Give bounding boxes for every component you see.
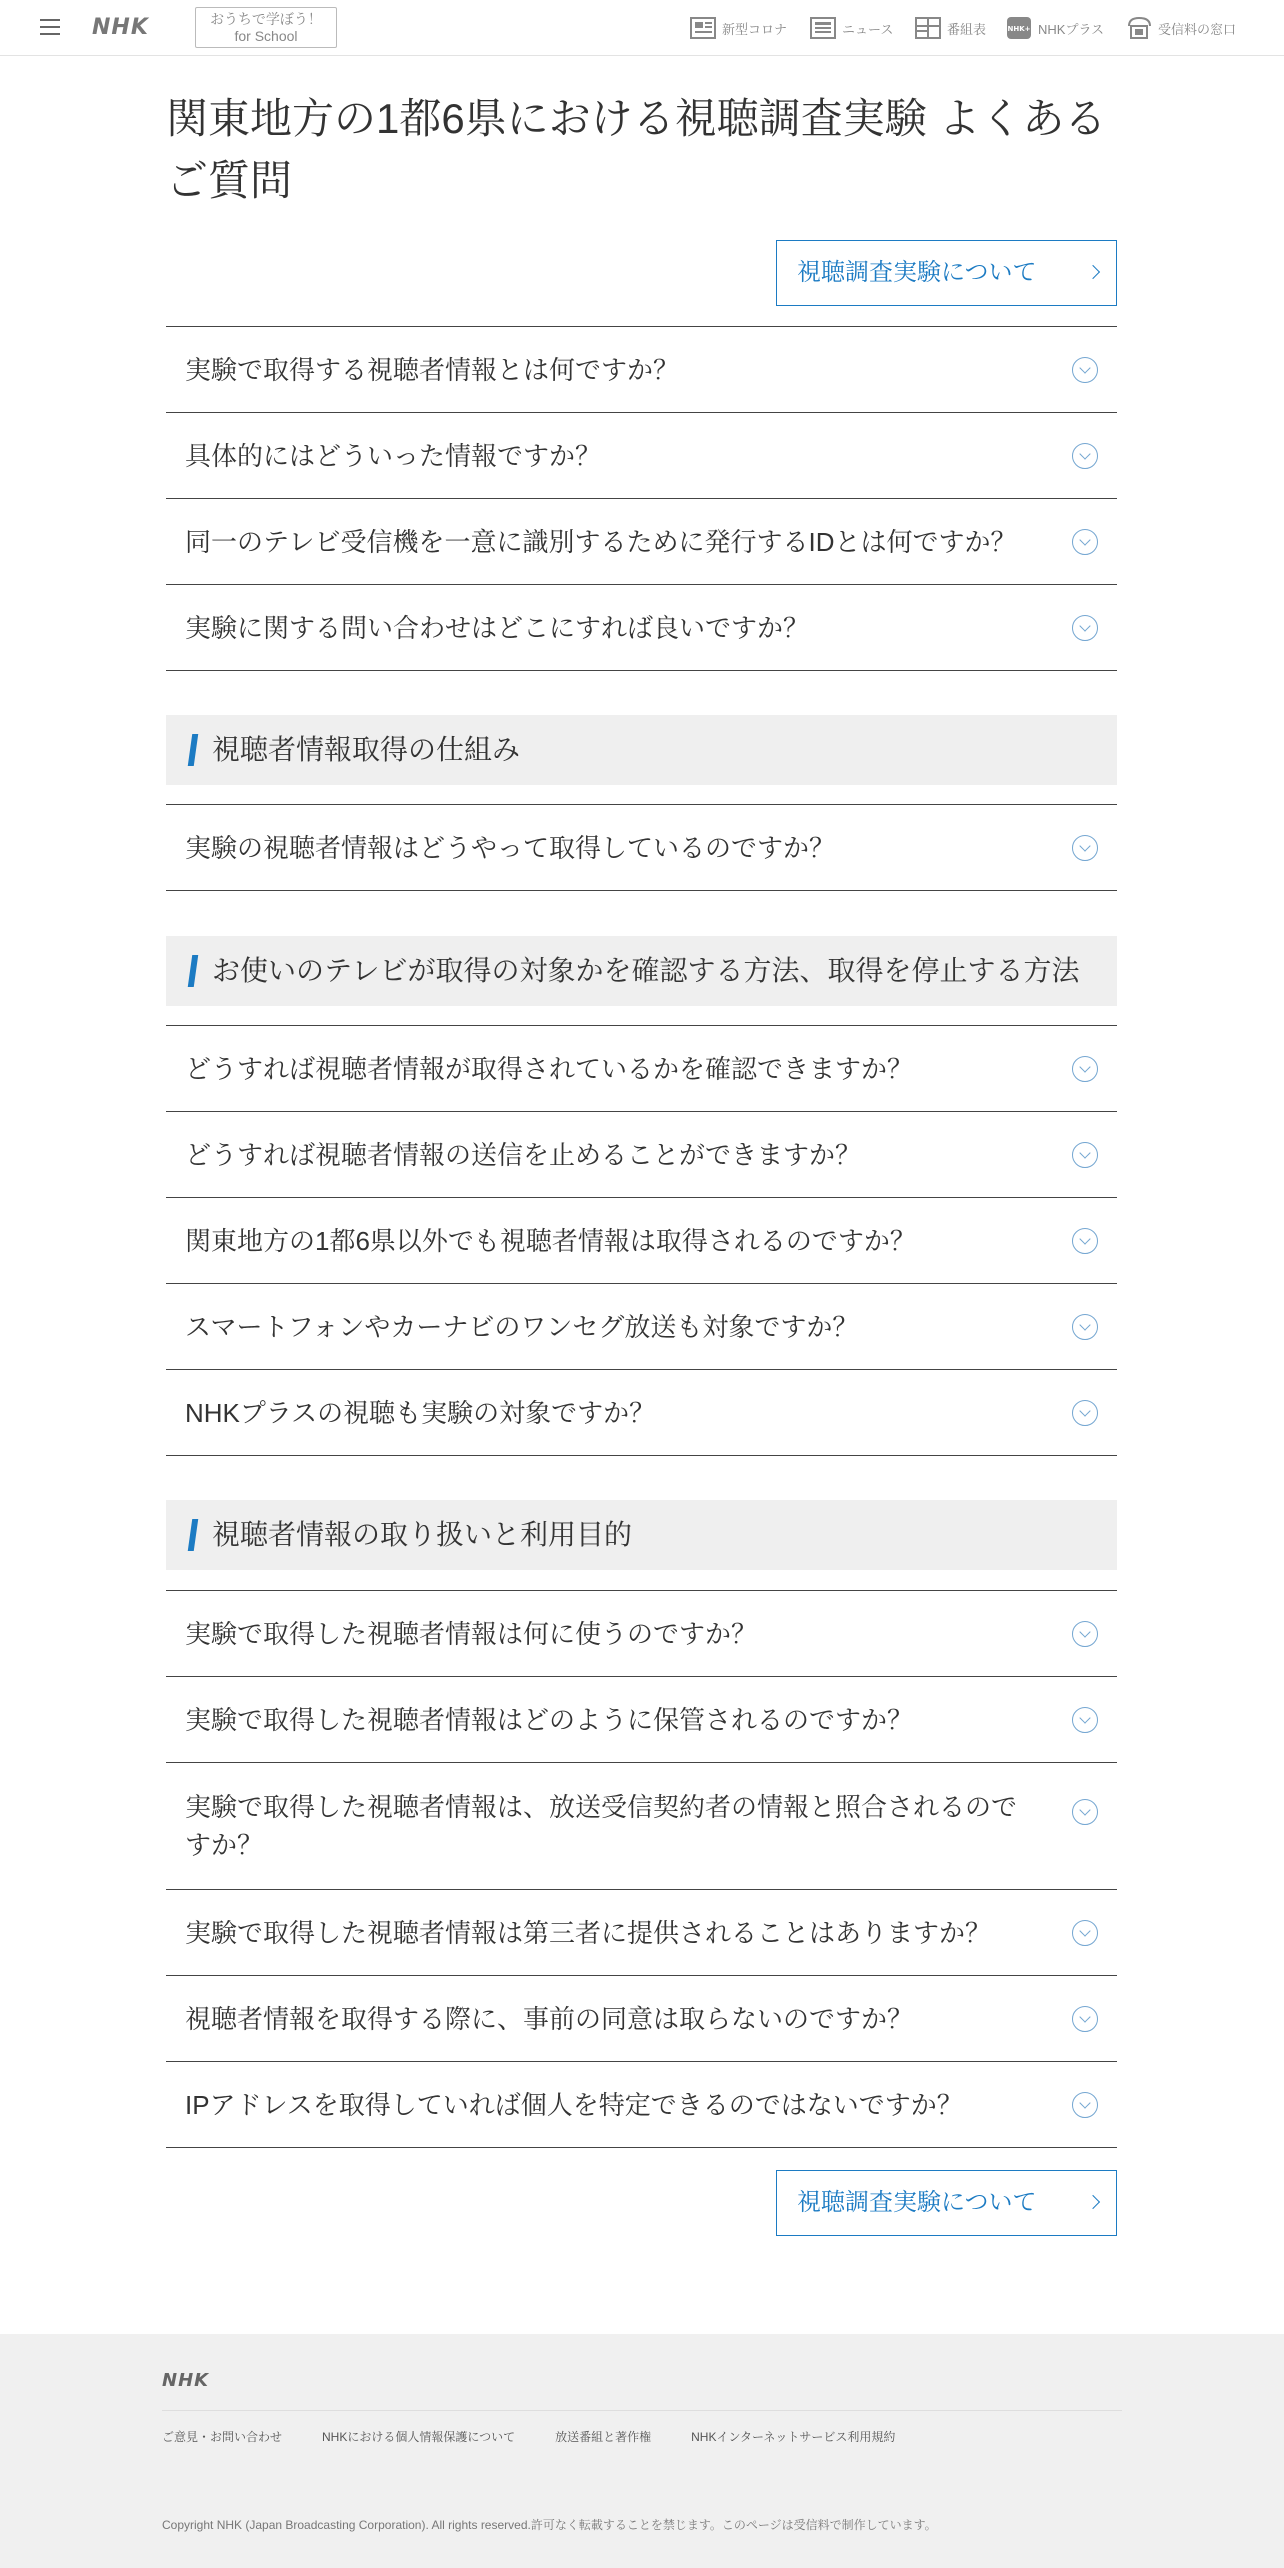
faq-question: 関東地方の1都6県以外でも視聴者情報は取得されるのですか？ xyxy=(185,1225,916,1256)
faq-question: どうすれば視聴者情報が取得されているかを確認できますか？ xyxy=(185,1053,914,1084)
faq-item[interactable] xyxy=(166,1976,1117,2062)
copyright-text: Copyright NHK (Japan Broadcasting Corporation). All rights reserved.許可なく転載することを禁じます。このページは受信料で制作しています。 xyxy=(162,2518,937,2532)
nhk-logo[interactable]: NHK xyxy=(92,15,149,40)
chevron-down-icon xyxy=(1072,1056,1098,1082)
faq-question: 視聴者情報を取得する際に、事前の同意は取らないのですか？ xyxy=(185,2003,914,2034)
footer-link-privacy[interactable]: NHKにおける個人情報保護について xyxy=(322,2430,516,2444)
faq-item[interactable] xyxy=(166,413,1117,499)
faq-item[interactable] xyxy=(166,1198,1117,1284)
corona-news-icon xyxy=(690,16,718,40)
chevron-down-icon xyxy=(1072,1920,1098,1946)
faq-list-usage xyxy=(166,1590,1117,2148)
site-header xyxy=(0,0,1284,56)
section-heading-text: 視聴者情報取得の仕組み xyxy=(212,734,521,765)
chevron-down-icon xyxy=(1072,357,1098,383)
faq-question: スマートフォンやカーナビのワンセグ放送も対象ですか？ xyxy=(185,1311,859,1342)
chevron-down-icon xyxy=(1072,835,1098,861)
page-title: 関東地方の1都6県における視聴調査実験 よくあるご質問 xyxy=(166,95,1107,204)
faq-question: どうすれば視聴者情報の送信を止めることができますか？ xyxy=(185,1139,862,1170)
faq-list-general xyxy=(166,326,1117,671)
footer-links xyxy=(162,2428,935,2445)
heading-accent-bar xyxy=(188,734,198,766)
chevron-down-icon xyxy=(1072,1799,1098,1825)
footer-divider xyxy=(162,2410,1122,2411)
nav-program-guide-label: 番組表 xyxy=(947,21,987,37)
news-icon xyxy=(810,16,838,40)
chevron-down-icon xyxy=(1072,443,1098,469)
chevron-down-icon xyxy=(1072,1400,1098,1426)
faq-question: 実験に関する問い合わせはどこにすれば良いですか？ xyxy=(185,612,810,643)
reception-fee-icon xyxy=(1126,16,1154,40)
faq-item[interactable] xyxy=(166,2062,1117,2148)
about-experiment-label: 視聴調査実験について xyxy=(797,2189,1037,2216)
footer-link-contact[interactable]: ご意見・お問い合わせ xyxy=(162,2430,283,2444)
nav-corona-label: 新型コロナ xyxy=(722,21,788,37)
faq-item[interactable] xyxy=(166,1370,1117,1456)
chevron-down-icon xyxy=(1072,1707,1098,1733)
about-experiment-button-bottom[interactable] xyxy=(776,2170,1117,2236)
faq-question: 実験で取得した視聴者情報は第三者に提供されることはありますか？ xyxy=(185,1917,992,1948)
nav-corona[interactable] xyxy=(690,14,787,42)
svg-text:NHK+: NHK+ xyxy=(1007,25,1031,33)
faq-question: IPアドレスを取得していれば個人を特定できるのではないですか？ xyxy=(185,2089,963,2120)
chevron-down-icon xyxy=(1072,615,1098,641)
nav-nhk-plus-label: NHKプラス xyxy=(1038,21,1105,37)
section-heading-text: お使いのテレビが取得の対象かを確認する方法、取得を停止する方法 xyxy=(212,955,1080,986)
faq-item[interactable] xyxy=(166,1763,1117,1890)
for-school-button[interactable] xyxy=(195,7,337,48)
section-heading-mechanism xyxy=(166,715,1117,785)
faq-question: 実験で取得した視聴者情報は何に使うのですか？ xyxy=(185,1618,758,1649)
chevron-down-icon xyxy=(1072,2006,1098,2032)
faq-list-mechanism xyxy=(166,804,1117,891)
footer-link-terms[interactable]: NHKインターネットサービス利用規約 xyxy=(691,2430,896,2444)
faq-item[interactable] xyxy=(166,585,1117,671)
footer-link-copyright[interactable]: 放送番組と著作権 xyxy=(555,2430,652,2444)
heading-accent-bar xyxy=(188,1519,198,1551)
faq-item[interactable] xyxy=(166,499,1117,585)
heading-accent-bar xyxy=(188,955,198,987)
for-school-label-jp: おうちで学ぼう！ xyxy=(210,11,322,27)
nav-reception-fee[interactable] xyxy=(1126,14,1236,42)
nhk-plus-icon xyxy=(1006,16,1034,40)
menu-icon[interactable] xyxy=(38,14,64,40)
faq-item[interactable] xyxy=(166,327,1117,413)
chevron-down-icon xyxy=(1072,1621,1098,1647)
nav-news[interactable] xyxy=(810,14,893,42)
chevron-down-icon xyxy=(1072,1228,1098,1254)
nav-nhk-plus[interactable] xyxy=(1006,14,1104,42)
chevron-right-icon xyxy=(1086,2195,1100,2209)
about-experiment-label: 視聴調査実験について xyxy=(797,259,1037,286)
chevron-down-icon xyxy=(1072,529,1098,555)
chevron-down-icon xyxy=(1072,2092,1098,2118)
faq-question: 同一のテレビ受信機を一意に識別するために発行するIDとは何ですか？ xyxy=(185,526,1017,557)
faq-item[interactable] xyxy=(166,1890,1117,1976)
nav-news-label: ニュース xyxy=(842,21,894,37)
section-heading-usage xyxy=(166,1500,1117,1570)
faq-item[interactable] xyxy=(166,1591,1117,1677)
faq-question: 実験で取得した視聴者情報は、放送受信契約者の情報と照合されるのですか？ xyxy=(185,1792,1018,1860)
about-experiment-button-top[interactable] xyxy=(776,240,1117,306)
faq-question: 実験の視聴者情報はどうやって取得しているのですか？ xyxy=(185,832,836,863)
section-heading-text: 視聴者情報の取り扱いと利用目的 xyxy=(212,1519,633,1550)
program-guide-icon xyxy=(915,16,943,40)
section-heading-check-stop xyxy=(166,936,1117,1006)
faq-item[interactable] xyxy=(166,1026,1117,1112)
footer-nhk-logo[interactable]: NHK xyxy=(162,2370,210,2391)
for-school-label-en: for School xyxy=(234,28,298,44)
faq-item[interactable] xyxy=(166,1677,1117,1763)
faq-item[interactable] xyxy=(166,1284,1117,1370)
faq-question: NHKプラスの視聴も実験の対象ですか？ xyxy=(185,1397,656,1428)
faq-item[interactable] xyxy=(166,1112,1117,1198)
site-footer xyxy=(0,2334,1284,2568)
faq-list-check-stop xyxy=(166,1025,1117,1456)
faq-question: 実験で取得した視聴者情報はどのように保管されるのですか？ xyxy=(185,1704,914,1735)
chevron-down-icon xyxy=(1072,1314,1098,1340)
nav-reception-fee-label: 受信料の窓口 xyxy=(1158,21,1237,37)
faq-question: 実験で取得する視聴者情報とは何ですか？ xyxy=(185,354,680,385)
faq-question: 具体的にはどういった情報ですか？ xyxy=(185,440,602,471)
chevron-down-icon xyxy=(1072,1142,1098,1168)
chevron-right-icon xyxy=(1086,265,1100,279)
faq-item[interactable] xyxy=(166,805,1117,891)
nav-program-guide[interactable] xyxy=(915,14,986,42)
